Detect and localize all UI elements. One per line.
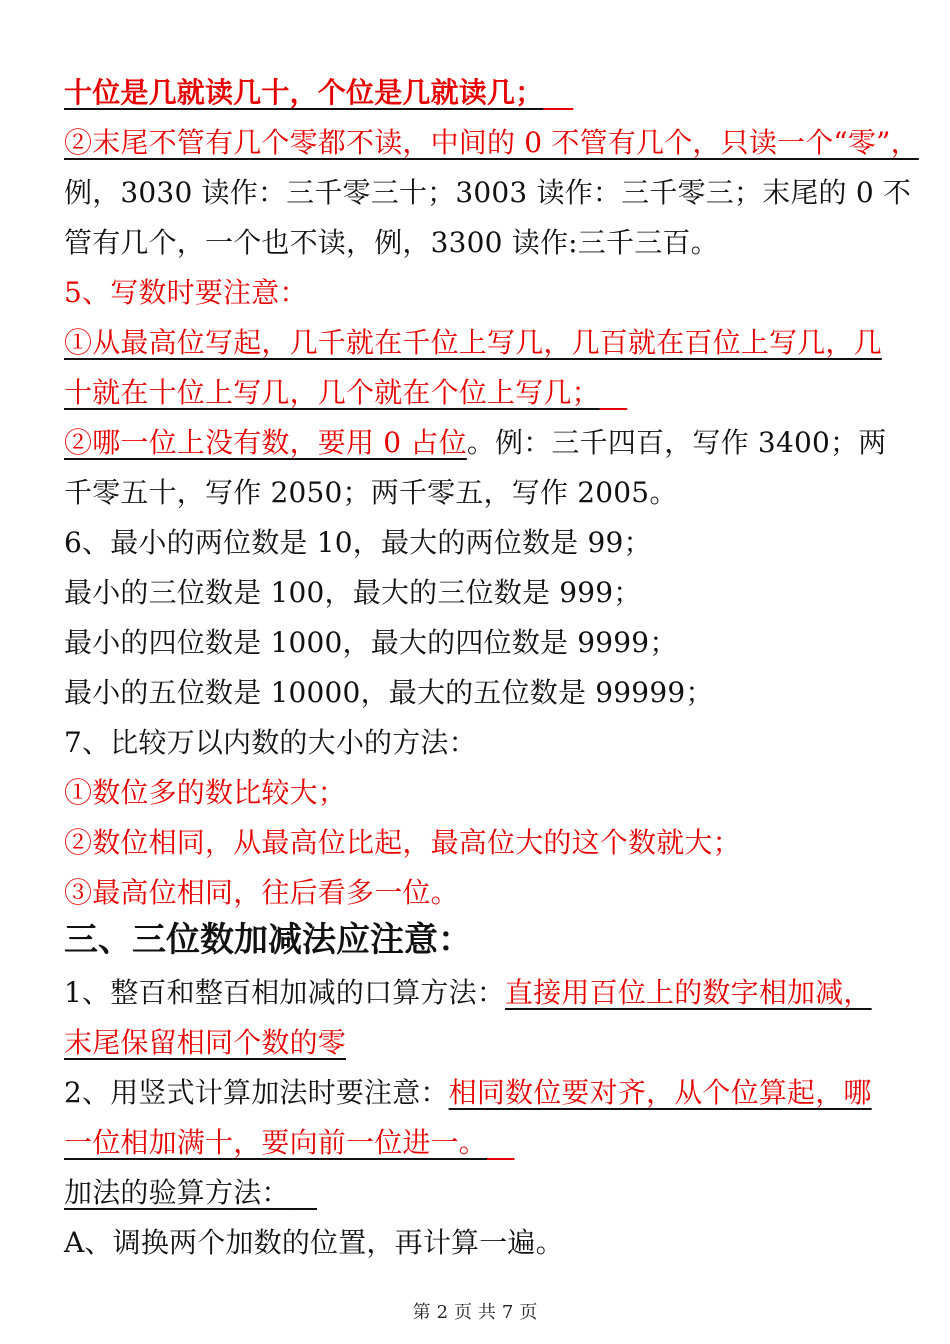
writing-rule-1-cont: 十就在十位上写几，几个就在个位上写几； — [64, 376, 600, 409]
addition-check-heading: 加法的验算方法： — [64, 1176, 290, 1209]
text-line-20 — [64, 1074, 890, 1112]
text-line-7 — [64, 374, 890, 412]
writing-rule-1: ①从最高位写起，几千就在千位上写几，几百就在百位上写几，几 — [64, 326, 882, 359]
text-line-10 — [64, 524, 890, 562]
text-line-2 — [64, 124, 919, 162]
writing-rule-2-example: 。例：三千四百，写作 3400；两 — [466, 426, 887, 459]
text-line-14 — [64, 724, 890, 762]
text-line-3 — [64, 174, 912, 212]
addition-check-method-a: A、调换两个加数的位置，再计算一遍。 — [64, 1226, 564, 1259]
zero-reading-rule: ②末尾不管有几个零都不读，中间的 0 不管有几个，只读一个“零”， — [64, 126, 919, 159]
zero-reading-example: 例，3030 读作：三千零三十；3003 读作：三千零三；末尾的 0 不 — [64, 176, 912, 209]
text-line-15 — [64, 774, 890, 812]
text-line-4 — [64, 224, 890, 262]
section-5-title — [64, 274, 890, 312]
page-number: 2 — [436, 1302, 449, 1323]
text-line-13 — [64, 674, 890, 712]
comparison-rule-1: ①数位多的数比较大； — [64, 776, 347, 809]
text-line-22 — [64, 1174, 890, 1212]
text-line-12 — [64, 624, 890, 662]
two-digit-extremes: 6、最小的两位数是 10，最大的两位数是 99； — [64, 526, 652, 559]
mental-calc-rule: 直接用百位上的数字相加减， — [505, 976, 872, 1009]
comparison-rule-2: ②数位相同，从最高位比起，最高位大的这个数就大； — [64, 826, 741, 859]
three-digit-extremes: 最小的三位数是 100，最大的三位数是 999； — [64, 576, 642, 609]
footer-middle: 页 共 — [454, 1302, 496, 1323]
text-line-1 — [64, 74, 890, 112]
text-line-11 — [64, 574, 890, 612]
text-line-9 — [64, 474, 890, 512]
comparison-rule-3: ③最高位相同，往后看多一位。 — [64, 876, 459, 909]
writing-rule-2: ②哪一位上没有数，要用 0 占位 — [64, 426, 467, 459]
text-line-23 — [64, 1224, 890, 1262]
comparison-method-heading: 7、比较万以内数的大小的方法： — [64, 726, 477, 759]
section-3-heading: 三、三位数加减法应注意： — [64, 920, 472, 960]
five-digit-extremes: 最小的五位数是 10000，最大的五位数是 99999； — [64, 676, 714, 709]
footer-prefix: 第 — [412, 1302, 431, 1323]
text-line-16 — [64, 824, 890, 862]
zero-reading-example-cont: 管有几个，一个也不读，例，3300 读作:三千三百。 — [64, 226, 719, 259]
four-digit-extremes: 最小的四位数是 1000，最大的四位数是 9999； — [64, 626, 678, 659]
place-value-reading-rule: 十位是几就读几十，个位是几就读几； — [64, 76, 544, 109]
writing-rule-2-example-cont: 千零五十，写作 2050；两千零五，写作 2005。 — [64, 476, 678, 509]
writing-numbers-heading: 5、写数时要注意： — [64, 276, 308, 309]
text-line-17 — [64, 874, 890, 912]
vertical-addition-rule-cont: 一位相加满十，要向前一位进一。 — [64, 1126, 488, 1159]
vertical-addition-label: 2、用竖式计算加法时要注意： — [64, 1076, 449, 1109]
text-line-6 — [64, 324, 890, 362]
footer-suffix: 页 — [519, 1302, 538, 1323]
text-line-19 — [64, 1024, 890, 1062]
text-line-21 — [64, 1124, 890, 1162]
total-pages: 7 — [501, 1302, 514, 1323]
text-line-18 — [64, 974, 890, 1012]
mental-calc-label: 1、整百和整百相加减的口算方法： — [64, 976, 506, 1009]
page-footer — [0, 1298, 950, 1324]
text-line-8 — [64, 424, 890, 462]
mental-calc-rule-cont: 末尾保留相同个数的零 — [64, 1026, 347, 1059]
vertical-addition-rule: 相同数位要对齐，从个位算起，哪 — [448, 1076, 872, 1109]
